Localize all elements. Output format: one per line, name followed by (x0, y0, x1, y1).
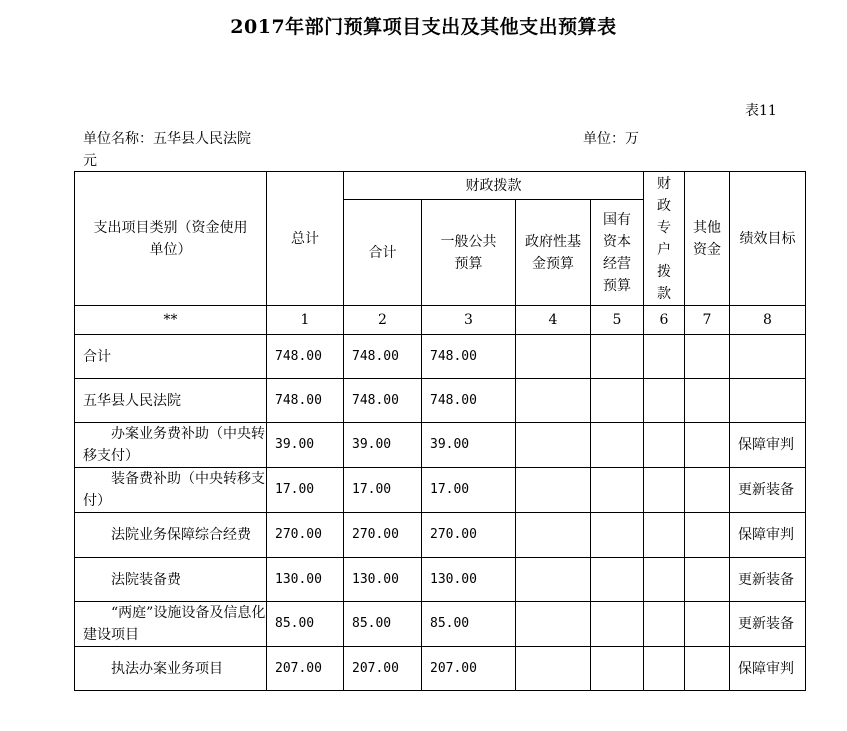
header-state-capital: 国有资本经营预算 (591, 200, 644, 306)
row-goal (730, 335, 806, 379)
row-general: 17.00 (422, 468, 516, 513)
index-row (75, 306, 806, 335)
index-cell: 4 (516, 306, 591, 335)
row-name: 法院业务保障综合经费 (75, 513, 267, 558)
empty-cell (685, 468, 730, 513)
empty-cell (685, 513, 730, 558)
header-general-budget: 一般公共预算 (422, 200, 516, 306)
empty-cell (516, 335, 591, 379)
unit-name: 单位名称：五华县人民法院 (83, 131, 251, 147)
empty-cell (644, 423, 685, 468)
row-name: 装备费补助（中央转移支付） (75, 468, 267, 513)
empty-cell (591, 513, 644, 558)
table-row (75, 647, 806, 691)
table-number: 表11 (745, 103, 777, 119)
header-other-funds: 其他资金 (685, 172, 730, 306)
row-total: 17.00 (267, 468, 344, 513)
row-total: 748.00 (267, 379, 344, 423)
row-goal: 保障审判 (730, 423, 806, 468)
index-cell: 8 (730, 306, 806, 335)
row-fiscal-total: 17.00 (344, 468, 422, 513)
unit-label: 单位：万 (583, 131, 639, 147)
row-total: 130.00 (267, 558, 344, 602)
empty-cell (516, 423, 591, 468)
row-goal (730, 379, 806, 423)
empty-cell (685, 335, 730, 379)
row-general: 748.00 (422, 379, 516, 423)
row-fiscal-total: 270.00 (344, 513, 422, 558)
index-cell: 7 (685, 306, 730, 335)
empty-cell (591, 647, 644, 691)
row-goal: 保障审判 (730, 513, 806, 558)
row-name: 执法办案业务项目 (75, 647, 267, 691)
row-goal: 更新装备 (730, 558, 806, 602)
table-row (75, 335, 806, 379)
row-general: 207.00 (422, 647, 516, 691)
empty-cell (591, 423, 644, 468)
row-fiscal-total: 207.00 (344, 647, 422, 691)
row-general: 39.00 (422, 423, 516, 468)
empty-cell (516, 379, 591, 423)
row-name: 办案业务费补助（中央转移支付） (75, 423, 267, 468)
row-general: 270.00 (422, 513, 516, 558)
row-name: 合计 (75, 335, 267, 379)
empty-cell (644, 379, 685, 423)
empty-cell (685, 379, 730, 423)
row-total: 748.00 (267, 335, 344, 379)
header-fiscal: 财政拨款 (344, 172, 644, 200)
row-fiscal-total: 85.00 (344, 602, 422, 647)
empty-cell (591, 468, 644, 513)
table-row (75, 468, 806, 513)
empty-cell (685, 423, 730, 468)
empty-cell (516, 602, 591, 647)
row-general: 748.00 (422, 335, 516, 379)
empty-cell (644, 468, 685, 513)
table-row (75, 379, 806, 423)
row-name: “两庭”设施设备及信息化建设项目 (75, 602, 267, 647)
index-cell: ** (75, 306, 267, 335)
index-cell: 3 (422, 306, 516, 335)
header-special-fiscal: 财政专户拨款 (644, 172, 685, 306)
page-title: 2017年部门预算项目支出及其他支出预算表 (230, 16, 617, 38)
index-cell: 1 (267, 306, 344, 335)
empty-cell (516, 468, 591, 513)
empty-cell (644, 602, 685, 647)
header-gov-fund: 政府性基金预算 (516, 200, 591, 306)
row-fiscal-total: 39.00 (344, 423, 422, 468)
empty-cell (516, 647, 591, 691)
table-row (75, 602, 806, 647)
row-general: 85.00 (422, 602, 516, 647)
budget-table (74, 171, 806, 691)
row-fiscal-total: 748.00 (344, 335, 422, 379)
table-row (75, 558, 806, 602)
row-fiscal-total: 748.00 (344, 379, 422, 423)
empty-cell (685, 647, 730, 691)
header-fiscal-total: 合计 (344, 200, 422, 306)
row-total: 39.00 (267, 423, 344, 468)
row-total: 270.00 (267, 513, 344, 558)
row-fiscal-total: 130.00 (344, 558, 422, 602)
row-goal: 更新装备 (730, 602, 806, 647)
index-cell: 2 (344, 306, 422, 335)
header-total: 总计 (267, 172, 344, 306)
empty-cell (591, 379, 644, 423)
row-name: 法院装备费 (75, 558, 267, 602)
empty-cell (644, 335, 685, 379)
empty-cell (685, 558, 730, 602)
row-total: 85.00 (267, 602, 344, 647)
index-cell: 6 (644, 306, 685, 335)
empty-cell (516, 558, 591, 602)
empty-cell (591, 558, 644, 602)
row-general: 130.00 (422, 558, 516, 602)
empty-cell (644, 647, 685, 691)
row-goal: 更新装备 (730, 468, 806, 513)
header-performance: 绩效目标 (730, 172, 806, 306)
index-cell: 5 (591, 306, 644, 335)
empty-cell (685, 602, 730, 647)
table-row (75, 513, 806, 558)
unit-label-wrap: 元 (83, 153, 97, 169)
empty-cell (516, 513, 591, 558)
empty-cell (591, 335, 644, 379)
header-row-1 (75, 172, 806, 200)
header-category: 支出项目类别（资金使用单位） (75, 172, 267, 306)
table-row (75, 423, 806, 468)
row-name: 五华县人民法院 (75, 379, 267, 423)
empty-cell (644, 558, 685, 602)
row-goal: 保障审判 (730, 647, 806, 691)
row-total: 207.00 (267, 647, 344, 691)
empty-cell (591, 602, 644, 647)
empty-cell (644, 513, 685, 558)
